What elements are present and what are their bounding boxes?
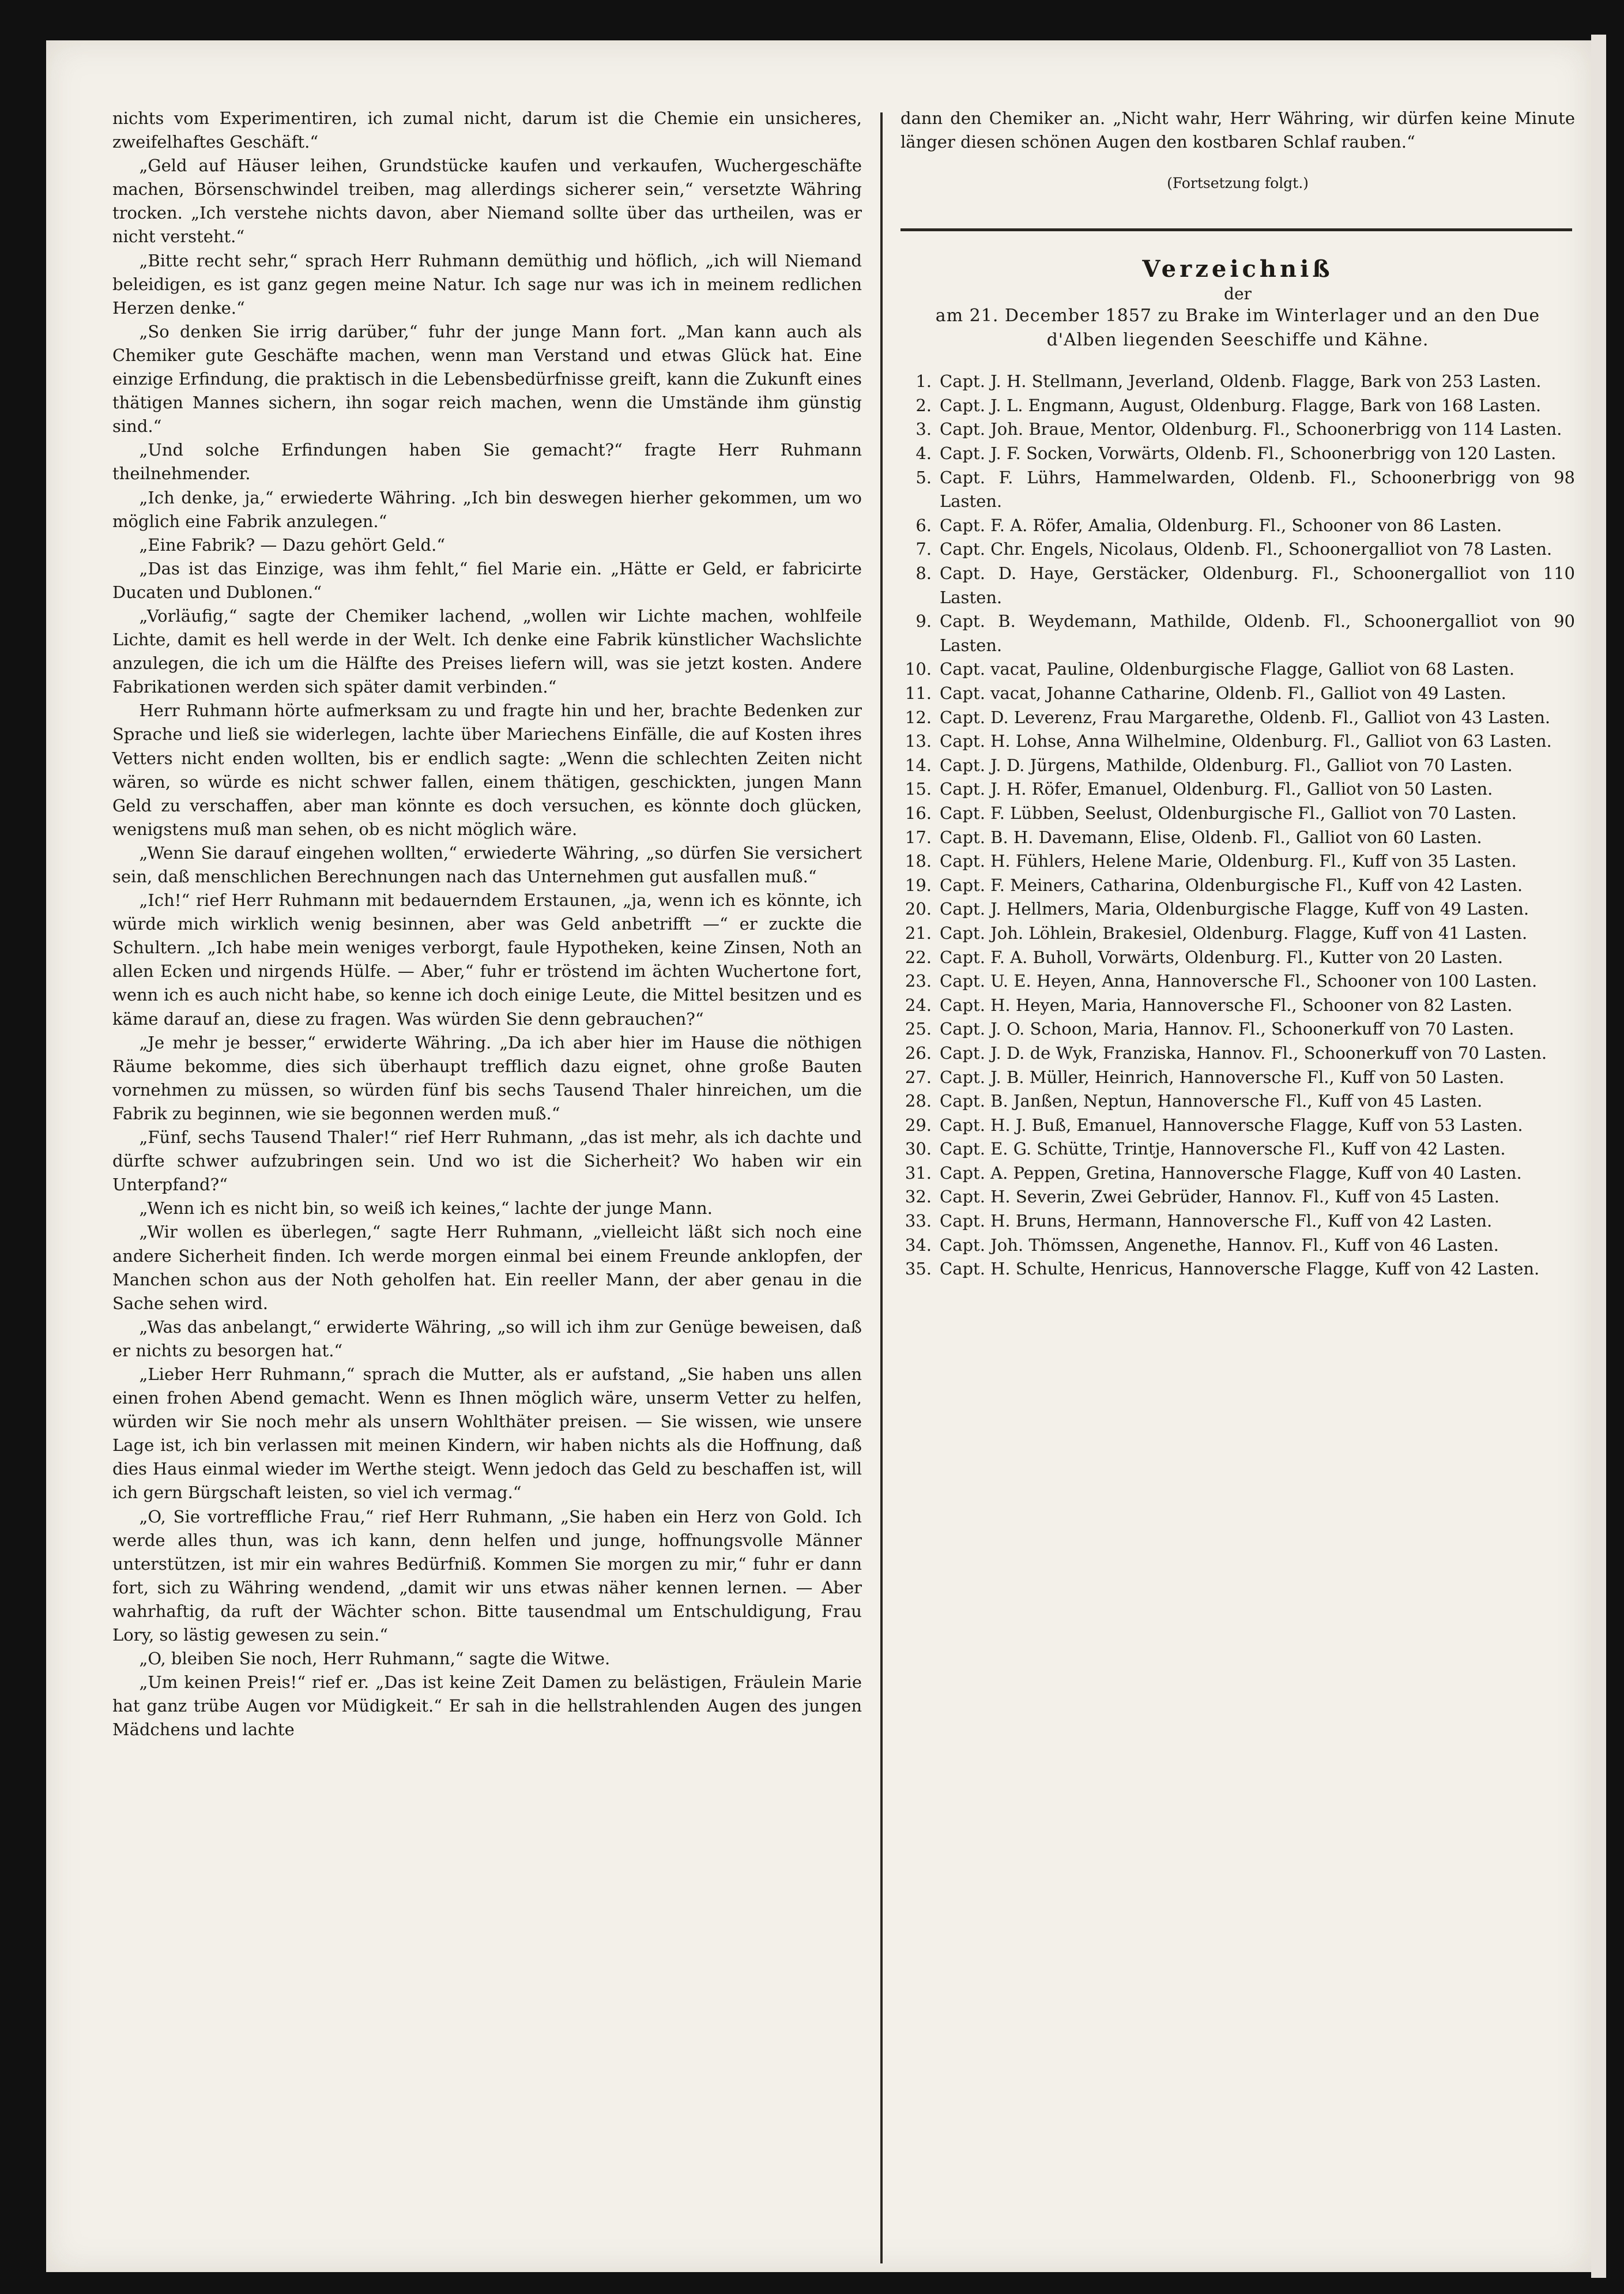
- ship-entry-text: Capt. E. G. Schütte, Trintje, Hannoversche Fl., Kuff von 42 Lasten.: [940, 1139, 1506, 1159]
- list-subtitle-der: der: [1224, 284, 1252, 304]
- page-edge: [1591, 35, 1606, 2278]
- story-paragraph: „Eine Fabrik? — Dazu gehört Geld.“: [139, 535, 446, 555]
- ship-entry-text: Capt. J. D. Jürgens, Mathilde, Oldenburg. Fl., Galliot von 70 Lasten.: [940, 755, 1513, 775]
- ship-entry: [900, 969, 1575, 994]
- ship-entry-number: 19.: [905, 875, 932, 895]
- ship-entry-number: 8.: [915, 563, 932, 584]
- story-paragraph: „Fünf, sechs Tausend Thaler!“ rief Herr Ruhmann, „das ist mehr, als ich dachte und dürfte schwer aufzubringen sein. Und wo ist die Sicherheit? Wo haben wir ein Unterpfand?“: [112, 1127, 862, 1195]
- ship-entry-number: 6.: [915, 515, 932, 535]
- ship-entry: [900, 994, 1575, 1018]
- story-paragraph: „Ich!“ rief Herr Ruhmann mit bedauerndem Erstaunen, „ja, wenn ich es könnte, ich würde mich wirklich wenig besinnen, aber was Geld anbetrifft —“ er zuckte die Schultern. „Ich habe mein weniges verborgt, faule Hypotheken, keine Zinsen, Noth an allen Ecken und nirgends Hülfe. — Aber,“ fuhr er tröstend im ächten Wuchertone fort, wenn ich es auch nicht habe, so kenne ich doch einige Leute, die Mittel besitzen und es käme darauf an, diese zu fragen. Was würden Sie denn gebrauchen?“: [112, 890, 862, 1029]
- story-continuation: dann den Chemiker an. „Nicht wahr, Herr Währing, wir dürfen keine Minute länger diesen schönen Augen den kostbaren Schlaf rauben.“: [900, 108, 1575, 152]
- ship-entry-number: 34.: [905, 1235, 932, 1255]
- ship-entry-number: 12.: [905, 707, 932, 727]
- ship-entry-number: 31.: [905, 1163, 932, 1183]
- ship-entry-text: Capt. F. Meiners, Catharina, Oldenburgische Fl., Kuff von 42 Lasten.: [940, 875, 1523, 895]
- ship-entry-text: Capt. B. H. Davemann, Elise, Oldenb. Fl., Galliot von 60 Lasten.: [940, 827, 1482, 847]
- ship-entry-number: 24.: [905, 995, 932, 1015]
- column-divider: [880, 112, 883, 2263]
- ship-entry-number: 17.: [905, 827, 932, 847]
- ship-entry-number: 30.: [905, 1139, 932, 1159]
- ship-entry-text: Capt. J. D. de Wyk, Franziska, Hannov. Fl., Schoonerkuff von 70 Lasten.: [940, 1043, 1547, 1063]
- ship-entry-number: 25.: [905, 1019, 932, 1039]
- ship-entry-number: 35.: [905, 1259, 932, 1279]
- ship-entry: [900, 657, 1575, 682]
- ship-entry: [900, 1017, 1575, 1041]
- ship-entry: [900, 394, 1575, 418]
- ship-entry: [900, 610, 1575, 657]
- ship-entry-number: 33.: [905, 1211, 932, 1231]
- story-paragraph: „Bitte recht sehr,“ sprach Herr Ruhmann demüthig und höflich, „ich will Niemand beleidigen, es ist ganz gegen meine Natur. Ich sage nur was ich in meinem redlichen Herzen denke.“: [112, 250, 862, 318]
- story-paragraph: nichts vom Experimentiren, ich zumal nicht, darum ist die Chemie ein unsicheres, zweifelhaftes Geschäft.“: [112, 108, 862, 152]
- ship-entry-text: Capt. A. Peppen, Gretina, Hannoversche Flagge, Kuff von 40 Lasten.: [940, 1163, 1522, 1183]
- story-paragraph: „O, bleiben Sie noch, Herr Ruhmann,“ sagte die Witwe.: [139, 1649, 611, 1669]
- ship-entry: [900, 1161, 1575, 1186]
- ship-entry-text: Capt. U. E. Heyen, Anna, Hannoversche Fl., Schooner von 100 Lasten.: [940, 971, 1538, 991]
- story-paragraph: „Wenn Sie darauf eingehen wollten,“ erwiederte Währing, „so dürfen Sie versichert sein, daß menschlichen Berechnungen nach das Unternehmen gut ausfallen muß.“: [112, 843, 862, 886]
- ship-entry: [900, 826, 1575, 850]
- ship-entry: [900, 802, 1575, 826]
- story-paragraph: „Das ist das Einzige, was ihm fehlt,“ fiel Marie ein. „Hätte er Geld, er fabricirte Ducaten und Dublonen.“: [112, 558, 862, 602]
- ship-entry-text: Capt. H. Lohse, Anna Wilhelmine, Oldenburg. Fl., Galliot von 63 Lasten.: [940, 731, 1552, 751]
- ship-entry: [900, 754, 1575, 778]
- ship-entry-number: 23.: [905, 971, 932, 991]
- ship-entry-text: Capt. D. Leverenz, Frau Margarethe, Oldenb. Fl., Galliot von 43 Lasten.: [940, 707, 1551, 727]
- ship-entry-number: 28.: [905, 1091, 932, 1111]
- ship-entry: [900, 418, 1575, 442]
- ship-entry-text: Capt. F. A. Röfer, Amalia, Oldenburg. Fl., Schooner von 86 Lasten.: [940, 515, 1502, 535]
- ship-entry-text: Capt. H. Heyen, Maria, Hannoversche Fl., Schooner von 82 Lasten.: [940, 995, 1513, 1015]
- ship-entry-text: Capt. H. Fühlers, Helene Marie, Oldenburg. Fl., Kuff von 35 Lasten.: [940, 851, 1517, 871]
- ship-entry-text: Capt. Chr. Engels, Nicolaus, Oldenb. Fl., Schoonergalliot von 78 Lasten.: [940, 539, 1553, 559]
- ship-entry-text: Capt. F. Lübben, Seelust, Oldenburgische Fl., Galliot von 70 Lasten.: [940, 803, 1517, 823]
- right-column: [900, 107, 1575, 1281]
- ship-entry-text: Capt. J. H. Stellmann, Jeverland, Oldenb. Flagge, Bark von 253 Lasten.: [940, 371, 1542, 392]
- ship-entry-text: Capt. B. Janßen, Neptun, Hannoversche Fl., Kuff von 45 Lasten.: [940, 1091, 1483, 1111]
- ship-entry-number: 9.: [915, 611, 932, 631]
- ship-entry-text: Capt. H. Bruns, Hermann, Hannoversche Fl., Kuff von 42 Lasten.: [940, 1211, 1493, 1231]
- ship-entry: [900, 777, 1575, 802]
- ship-entry: [900, 849, 1575, 874]
- ship-entry: [900, 442, 1575, 466]
- ship-entry-text: Capt. vacat, Pauline, Oldenburgische Flagge, Galliot von 68 Lasten.: [940, 659, 1515, 679]
- ship-entry-text: Capt. Joh. Thömssen, Angenethe, Hannov. Fl., Kuff von 46 Lasten.: [940, 1235, 1499, 1255]
- ship-entry: [900, 1089, 1575, 1114]
- ship-entry: [900, 897, 1575, 922]
- ship-entry: [900, 729, 1575, 754]
- ship-entry-text: Capt. H. Severin, Zwei Gebrüder, Hannov. Fl., Kuff von 45 Lasten.: [940, 1187, 1499, 1207]
- ship-entry: [900, 706, 1575, 730]
- story-paragraph: Herr Ruhmann hörte aufmerksam zu und fragte hin und her, brachte Bedenken zur Sprache und ließ sie widerlegen, lachte über Mariechens Einfälle, die auf Kosten ihres Vetters nicht enden wollten, bis er endlich sagte: „Wenn die schlechten Zeiten nicht wären, so würde es nicht schwer fallen, einem thätigen, geschickten, jungen Mann Geld zu verschaffen, aber man könnte es doch versuchen, es könnte doch glücken, wenigstens muß man sehen, ob es nicht möglich wäre.: [112, 701, 862, 839]
- story-paragraph: „Um keinen Preis!“ rief er. „Das ist keine Zeit Damen zu belästigen, Fräulein Marie hat ganz trübe Augen vor Müdigkeit.“ Er sah in die hellstrahlenden Augen des jungen Mädchens und lachte: [112, 1672, 862, 1740]
- ship-entry: [900, 562, 1575, 610]
- story-paragraph: „Vorläufig,“ sagte der Chemiker lachend, „wollen wir Lichte machen, wohlfeile Lichte, damit es hell werde in der Welt. Ich denke eine Fabrik künstlicher Wachslichte anzulegen, die ich um die Hälfte des Preises liefern will, was sie jetzt kosten. Andere Fabrikationen werden sich später damit verbinden.“: [112, 606, 862, 697]
- ship-entry-text: Capt. D. Haye, Gerstäcker, Oldenburg. Fl., Schoonergalliot von 110 Lasten.: [940, 563, 1575, 607]
- ship-entry-number: 10.: [905, 659, 932, 679]
- ship-list: [900, 370, 1575, 1281]
- ship-entry: [900, 1114, 1575, 1138]
- ship-entry-number: 13.: [905, 731, 932, 751]
- ship-entry-text: Capt. J. Hellmers, Maria, Oldenburgische Flagge, Kuff von 49 Lasten.: [940, 899, 1529, 919]
- ship-entry-number: 14.: [905, 755, 932, 775]
- ship-entry-text: Capt. H. J. Buß, Emanuel, Hannoversche Flagge, Kuff von 53 Lasten.: [940, 1115, 1523, 1135]
- ship-entry-number: 15.: [905, 779, 932, 799]
- ship-entry-number: 21.: [905, 923, 932, 943]
- ship-entry: [900, 466, 1575, 514]
- ship-entry: [900, 946, 1575, 970]
- ship-entry-number: 32.: [905, 1187, 932, 1207]
- ship-entry-text: Capt. J. F. Socken, Vorwärts, Oldenb. Fl., Schoonerbrigg von 120 Lasten.: [940, 443, 1557, 464]
- section-divider: [900, 228, 1572, 231]
- ship-entry: [900, 1137, 1575, 1161]
- ship-entry: [900, 370, 1575, 394]
- story-paragraph: „O, Sie vortreffliche Frau,“ rief Herr Ruhmann, „Sie haben ein Herz von Gold. Ich werde alles thun, was ich kann, denn helfen und junge, hoffnungsvolle Männer unterstützen, ist mir ein wahres Bedürfniß. Kommen Sie morgen zu mir,“ fuhr er dann fort, sich zu Währing wendend, „damit wir uns etwas näher kennen lernen. — Aber wahrhaftig, da ruft der Wächter schon. Bitte tausendmal um Entschuldigung, Frau Lory, so lästig gewesen zu sein.“: [112, 1506, 862, 1645]
- story-paragraph: „Geld auf Häuser leihen, Grundstücke kaufen und verkaufen, Wuchergeschäfte machen, Börsenschwindel treiben, mag allerdings sicherer sein,“ versetzte Währing trocken. „Ich verstehe nichts davon, aber Niemand sollte über das urtheilen, was er nicht versteht.“: [112, 156, 862, 247]
- story-paragraph: „Lieber Herr Ruhmann,“ sprach die Mutter, als er aufstand, „Sie haben uns allen einen frohen Abend gemacht. Wenn es Ihnen möglich wäre, unserm Vetter zu helfen, würden wir Sie noch mehr als unsern Wohlthäter preisen. — Sie wissen, wie unsere Lage ist, ich bin verlassen mit meinen Kindern, wir haben nichts als die Hoffnung, daß dies Haus einmal wieder im Werthe steigt. Wenn jedoch das Geld zu beschaffen ist, will ich gern Bürgschaft leisten, so viel ich vermag.“: [112, 1364, 862, 1503]
- ship-entry: [900, 1257, 1575, 1281]
- ship-entry-text: Capt. Joh. Löhlein, Brakesiel, Oldenburg. Flagge, Kuff von 41 Lasten.: [940, 923, 1528, 943]
- story-paragraph: „Je mehr je besser,“ erwiderte Währing. „Da ich aber hier im Hause die nöthigen Räume bekomme, dies sich überhaupt trefflich dazu eignet, ohne große Bauten vornehmen zu müssen, so würden fünf bis sechs Tausend Thaler hinreichen, um die Fabrik zu beginnen, wie sie begonnen werden muß.“: [112, 1032, 862, 1123]
- ship-entry-text: Capt. J. L. Engmann, August, Oldenburg. Flagge, Bark von 168 Lasten.: [940, 395, 1542, 415]
- ship-entry-text: Capt. H. Schulte, Henricus, Hannoversche Flagge, Kuff von 42 Lasten.: [940, 1259, 1540, 1279]
- list-description: am 21. December 1857 zu Brake im Winterlager und an den Due d'Alben liegenden Seeschiffe und Kähne.: [935, 306, 1540, 351]
- continuation-note: (Fortsetzung folgt.): [1167, 175, 1309, 192]
- ship-entry-number: 5.: [915, 467, 932, 487]
- ship-entry-number: 3.: [915, 419, 932, 439]
- ship-entry-number: 16.: [905, 803, 932, 823]
- story-paragraph: „Was das anbelangt,“ erwiderte Währing, „so will ich ihm zur Genüge beweisen, daß er nichts zu besorgen hat.“: [112, 1317, 862, 1360]
- ship-entry: [900, 1041, 1575, 1066]
- ship-entry-number: 2.: [915, 395, 932, 415]
- ship-entry: [900, 514, 1575, 538]
- ship-entry-text: Capt. B. Weydemann, Mathilde, Oldenb. Fl., Schoonergalliot von 90 Lasten.: [940, 611, 1575, 655]
- ship-entry-text: Capt. F. Lührs, Hammelwarden, Oldenb. Fl., Schoonerbrigg von 98 Lasten.: [940, 467, 1575, 512]
- ship-entry-number: 26.: [905, 1043, 932, 1063]
- story-paragraph: „Wenn ich es nicht bin, so weiß ich keines,“ lachte der junge Mann.: [139, 1198, 713, 1219]
- ship-entry-number: 29.: [905, 1115, 932, 1135]
- ship-entry-text: Capt. Joh. Braue, Mentor, Oldenburg. Fl., Schoonerbrigg von 114 Lasten.: [940, 419, 1562, 439]
- ship-entry-number: 18.: [905, 851, 932, 871]
- ship-entry-number: 22.: [905, 947, 932, 967]
- ship-entry: [900, 922, 1575, 946]
- ship-entry-number: 27.: [905, 1067, 932, 1087]
- ship-entry-number: 7.: [915, 539, 932, 559]
- ship-entry: [900, 874, 1575, 898]
- ship-entry: [900, 1209, 1575, 1234]
- ship-entry: [900, 537, 1575, 562]
- ship-entry-number: 1.: [915, 371, 932, 392]
- ship-entry-number: 20.: [905, 899, 932, 919]
- list-title: Verzeichniß: [1142, 255, 1333, 283]
- story-paragraph: „So denken Sie irrig darüber,“ fuhr der junge Mann fort. „Man kann auch als Chemiker gute Geschäfte machen, wenn man Verstand und etwas Glück hat. Eine einzige Erfindung, die praktisch in die Lebensbedürfnisse greift, kann die Zukunft eines thätigen Mannes sichern, ihn sogar reich machen, wenn die Umstände ihm günstig sind.“: [112, 321, 862, 437]
- story-paragraph: „Und solche Erfindungen haben Sie gemacht?“ fragte Herr Ruhmann theilnehmender.: [112, 440, 862, 484]
- story-paragraph: „Wir wollen es überlegen,“ sagte Herr Ruhmann, „vielleicht läßt sich noch eine andere Sicherheit finden. Ich werde morgen einmal bei einem Freunde anklopfen, der Manchen schon aus der Noth geholfen hat. Ein reeller Mann, der aber genau in die Sache sehen wird.: [112, 1222, 862, 1313]
- ship-entry: [900, 1234, 1575, 1258]
- ship-entry-number: 11.: [905, 683, 932, 703]
- newspaper-page: [46, 40, 1591, 2272]
- ship-entry-text: Capt. F. A. Buholl, Vorwärts, Oldenburg. Fl., Kutter von 20 Lasten.: [940, 947, 1504, 967]
- ship-entry-text: Capt. J. H. Röfer, Emanuel, Oldenburg. Fl., Galliot von 50 Lasten.: [940, 779, 1493, 799]
- ship-entry-text: Capt. J. O. Schoon, Maria, Hannov. Fl., Schoonerkuff von 70 Lasten.: [940, 1019, 1514, 1039]
- story-paragraph: „Ich denke, ja,“ erwiederte Währing. „Ich bin deswegen hierher gekommen, um wo möglich eine Fabrik anzulegen.“: [112, 487, 862, 531]
- ship-entry: [900, 1066, 1575, 1090]
- ship-entry-number: 4.: [915, 443, 932, 464]
- ship-entry-text: Capt. J. B. Müller, Heinrich, Hannoversche Fl., Kuff von 50 Lasten.: [940, 1067, 1505, 1087]
- left-column-story: [112, 107, 862, 1742]
- ship-entry: [900, 1185, 1575, 1209]
- ship-entry: [900, 682, 1575, 706]
- ship-entry-text: Capt. vacat, Johanne Catharine, Oldenb. Fl., Galliot von 49 Lasten.: [940, 683, 1506, 703]
